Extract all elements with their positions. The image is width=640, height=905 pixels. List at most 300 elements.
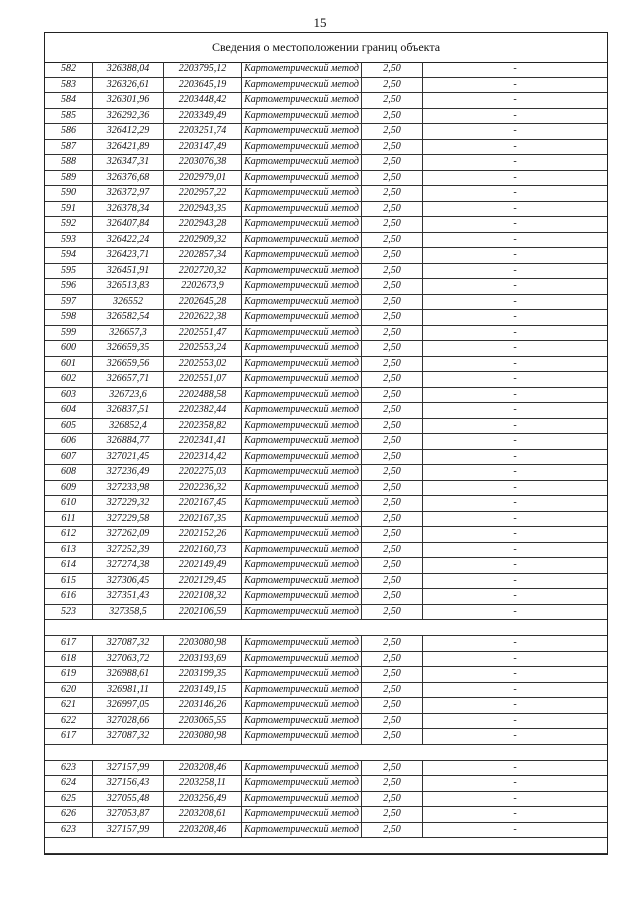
- accuracy-cell: 2,50: [362, 233, 423, 248]
- point-number-cell: 626: [45, 807, 93, 822]
- y-coordinate-cell: 2202358,82: [164, 419, 242, 434]
- note-cell: -: [513, 730, 517, 741]
- x-coordinate-cell: 327229,58: [93, 512, 164, 527]
- note-cell: -: [513, 280, 517, 291]
- table-row: [45, 372, 607, 388]
- accuracy-cell: 2,50: [362, 652, 423, 667]
- x-coordinate-cell: 326372,97: [93, 186, 164, 201]
- note-cell: -: [513, 683, 517, 695]
- note-cell: -: [513, 357, 517, 369]
- point-number-cell: 592: [45, 217, 93, 232]
- table-row: [45, 217, 607, 233]
- x-coordinate-cell: 326852,4: [93, 419, 164, 434]
- note-cell: -: [513, 823, 517, 835]
- accuracy-cell: 2,50: [362, 62, 423, 77]
- x-coordinate-cell: 326301,96: [93, 93, 164, 108]
- point-number-cell: 618: [45, 652, 93, 667]
- method-cell: Картометрический метод: [242, 807, 362, 822]
- method-cell: Картометрический метод: [242, 574, 362, 589]
- method-cell: Картометрический метод: [242, 729, 362, 744]
- y-coordinate-cell: 2203795,12: [164, 62, 242, 77]
- x-coordinate-cell: 326376,68: [93, 171, 164, 186]
- point-number-cell: 625: [45, 792, 93, 807]
- x-coordinate-cell: 326884,77: [93, 434, 164, 449]
- note-cell: -: [513, 419, 517, 431]
- table-row: [45, 248, 607, 264]
- point-number-cell: 586: [45, 124, 93, 139]
- x-coordinate-cell: 327252,39: [93, 543, 164, 558]
- point-number-cell: 599: [45, 326, 93, 341]
- note-cell: -: [513, 450, 517, 462]
- method-cell: Картометрический метод: [242, 326, 362, 341]
- table-row: [45, 823, 607, 839]
- note-cell: -: [513, 156, 517, 167]
- accuracy-cell: 2,50: [362, 667, 423, 682]
- note-cell: -: [513, 94, 517, 105]
- table-row: [45, 62, 607, 78]
- y-coordinate-cell: 2202553,02: [164, 357, 242, 372]
- method-cell: Картометрический метод: [242, 124, 362, 139]
- y-coordinate-cell: 2202622,38: [164, 310, 242, 325]
- method-cell: Картометрический метод: [242, 512, 362, 527]
- point-number-cell: 623: [45, 761, 93, 776]
- table-row: [45, 558, 607, 574]
- y-coordinate-cell: 2202314,42: [164, 450, 242, 465]
- accuracy-cell: 2,50: [362, 357, 423, 372]
- point-number-cell: 617: [45, 636, 93, 651]
- point-number-cell: 604: [45, 403, 93, 418]
- point-number-cell: 620: [45, 683, 93, 698]
- x-coordinate-cell: 326997,05: [93, 698, 164, 713]
- method-cell: Картометрический метод: [242, 186, 362, 201]
- point-number-cell: 585: [45, 109, 93, 124]
- x-coordinate-cell: 327157,99: [93, 761, 164, 776]
- accuracy-cell: 2,50: [362, 78, 423, 93]
- x-coordinate-cell: 326723,6: [93, 388, 164, 403]
- x-coordinate-cell: 326326,61: [93, 78, 164, 93]
- method-cell: Картометрический метод: [242, 419, 362, 434]
- y-coordinate-cell: 2202160,73: [164, 543, 242, 558]
- x-coordinate-cell: 326659,35: [93, 341, 164, 356]
- point-number-cell: 623: [45, 823, 93, 838]
- point-number-cell: 621: [45, 698, 93, 713]
- point-number-cell: 583: [45, 78, 93, 93]
- table-row: [45, 155, 607, 171]
- x-coordinate-cell: 327262,09: [93, 527, 164, 542]
- y-coordinate-cell: 2203193,69: [164, 652, 242, 667]
- y-coordinate-cell: 2203076,38: [164, 155, 242, 170]
- method-cell: Картометрический метод: [242, 217, 362, 232]
- note-cell: -: [513, 249, 517, 260]
- table-row: [45, 124, 607, 140]
- point-number-cell: 523: [45, 605, 93, 620]
- note-cell: -: [513, 218, 517, 229]
- note-cell: -: [513, 574, 517, 586]
- note-cell: -: [513, 295, 517, 307]
- x-coordinate-cell: 326582,54: [93, 310, 164, 325]
- x-coordinate-cell: 327236,49: [93, 465, 164, 480]
- y-coordinate-cell: 2202720,32: [164, 264, 242, 279]
- accuracy-cell: 2,50: [362, 481, 423, 496]
- accuracy-cell: 2,50: [362, 589, 423, 604]
- table-row: [45, 807, 607, 823]
- note-cell: -: [513, 792, 517, 804]
- table-row: [45, 341, 607, 357]
- y-coordinate-cell: 2203349,49: [164, 109, 242, 124]
- group-separator-row: [45, 838, 607, 854]
- y-coordinate-cell: 2203645,19: [164, 78, 242, 93]
- method-cell: Картометрический метод: [242, 714, 362, 729]
- method-cell: Картометрический метод: [242, 171, 362, 186]
- accuracy-cell: 2,50: [362, 93, 423, 108]
- method-cell: Картометрический метод: [242, 636, 362, 651]
- x-coordinate-cell: 326407,84: [93, 217, 164, 232]
- note-cell: -: [513, 699, 517, 710]
- y-coordinate-cell: 2202152,26: [164, 527, 242, 542]
- y-coordinate-cell: 2202106,59: [164, 605, 242, 620]
- point-number-cell: 598: [45, 310, 93, 325]
- table-row: [45, 186, 607, 202]
- y-coordinate-cell: 2202167,45: [164, 496, 242, 511]
- accuracy-cell: 2,50: [362, 714, 423, 729]
- method-cell: Картометрический метод: [242, 450, 362, 465]
- y-coordinate-cell: 2202382,44: [164, 403, 242, 418]
- y-coordinate-cell: 2203080,98: [164, 729, 242, 744]
- table-row: [45, 403, 607, 419]
- group-separator-row: [45, 745, 607, 761]
- x-coordinate-cell: 327087,32: [93, 729, 164, 744]
- x-coordinate-cell: 326378,34: [93, 202, 164, 217]
- note-cell: -: [513, 109, 517, 121]
- method-cell: Картометрический метод: [242, 698, 362, 713]
- table-row: [45, 683, 607, 699]
- method-cell: Картометрический метод: [242, 434, 362, 449]
- accuracy-cell: 2,50: [362, 388, 423, 403]
- y-coordinate-cell: 2202108,32: [164, 589, 242, 604]
- method-cell: Картометрический метод: [242, 341, 362, 356]
- point-number-cell: 601: [45, 357, 93, 372]
- point-number-cell: 616: [45, 589, 93, 604]
- table-row: [45, 202, 607, 218]
- accuracy-cell: 2,50: [362, 372, 423, 387]
- x-coordinate-cell: 327229,32: [93, 496, 164, 511]
- table-row: [45, 171, 607, 187]
- y-coordinate-cell: 2203256,49: [164, 792, 242, 807]
- table-row: [45, 295, 607, 311]
- accuracy-cell: 2,50: [362, 419, 423, 434]
- x-coordinate-cell: 326988,61: [93, 667, 164, 682]
- accuracy-cell: 2,50: [362, 202, 423, 217]
- accuracy-cell: 2,50: [362, 295, 423, 310]
- note-cell: -: [513, 590, 517, 601]
- group-separator-row: [45, 620, 607, 636]
- method-cell: Картометрический метод: [242, 403, 362, 418]
- point-number-cell: 606: [45, 434, 93, 449]
- y-coordinate-cell: 2202341,41: [164, 434, 242, 449]
- table-row: [45, 140, 607, 156]
- point-number-cell: 596: [45, 279, 93, 294]
- x-coordinate-cell: 327274,38: [93, 558, 164, 573]
- method-cell: Картометрический метод: [242, 78, 362, 93]
- table-row: [45, 776, 607, 792]
- table-row: [45, 434, 607, 450]
- table-row: [45, 636, 607, 652]
- y-coordinate-cell: 2203208,46: [164, 761, 242, 776]
- boundary-table: [44, 32, 608, 855]
- table-row: [45, 652, 607, 668]
- table-row: [45, 761, 607, 777]
- x-coordinate-cell: 326981,11: [93, 683, 164, 698]
- note-cell: -: [513, 311, 517, 322]
- method-cell: Картометрический метод: [242, 248, 362, 263]
- y-coordinate-cell: 2203149,15: [164, 683, 242, 698]
- y-coordinate-cell: 2202149,49: [164, 558, 242, 573]
- table-row: [45, 465, 607, 481]
- note-cell: -: [513, 78, 517, 90]
- accuracy-cell: 2,50: [362, 264, 423, 279]
- x-coordinate-cell: 327063,72: [93, 652, 164, 667]
- accuracy-cell: 2,50: [362, 574, 423, 589]
- table-row: [45, 543, 607, 559]
- table-row: [45, 233, 607, 249]
- y-coordinate-cell: 2202979,01: [164, 171, 242, 186]
- x-coordinate-cell: 326513,83: [93, 279, 164, 294]
- point-number-cell: 605: [45, 419, 93, 434]
- y-coordinate-cell: 2202488,58: [164, 388, 242, 403]
- method-cell: Картометрический метод: [242, 372, 362, 387]
- point-number-cell: 594: [45, 248, 93, 263]
- method-cell: Картометрический метод: [242, 761, 362, 776]
- accuracy-cell: 2,50: [362, 434, 423, 449]
- method-cell: Картометрический метод: [242, 652, 362, 667]
- method-cell: Картометрический метод: [242, 527, 362, 542]
- y-coordinate-cell: 2202551,07: [164, 372, 242, 387]
- y-coordinate-cell: 2202275,03: [164, 465, 242, 480]
- accuracy-cell: 2,50: [362, 807, 423, 822]
- y-coordinate-cell: 2202167,35: [164, 512, 242, 527]
- y-coordinate-cell: 2202236,32: [164, 481, 242, 496]
- method-cell: Картометрический метод: [242, 589, 362, 604]
- x-coordinate-cell: 326552: [93, 295, 164, 310]
- accuracy-cell: 2,50: [362, 792, 423, 807]
- accuracy-cell: 2,50: [362, 217, 423, 232]
- note-cell: -: [513, 668, 517, 679]
- table-row: [45, 792, 607, 808]
- y-coordinate-cell: 2203251,74: [164, 124, 242, 139]
- x-coordinate-cell: 327351,43: [93, 589, 164, 604]
- accuracy-cell: 2,50: [362, 496, 423, 511]
- x-coordinate-cell: 327156,43: [93, 776, 164, 791]
- x-coordinate-cell: 326423,71: [93, 248, 164, 263]
- table-row: [45, 698, 607, 714]
- method-cell: Картометрический метод: [242, 683, 362, 698]
- accuracy-cell: 2,50: [362, 605, 423, 620]
- note-cell: -: [513, 233, 517, 245]
- note-cell: -: [513, 714, 517, 726]
- note-cell: -: [513, 808, 517, 819]
- note-cell: -: [513, 140, 517, 152]
- accuracy-cell: 2,50: [362, 761, 423, 776]
- x-coordinate-cell: 327055,48: [93, 792, 164, 807]
- page-number: 15: [313, 15, 327, 30]
- accuracy-cell: 2,50: [362, 326, 423, 341]
- x-coordinate-cell: 327233,98: [93, 481, 164, 496]
- point-number-cell: 597: [45, 295, 93, 310]
- note-cell: -: [513, 559, 517, 570]
- point-number-cell: 614: [45, 558, 93, 573]
- table-row: [45, 388, 607, 404]
- x-coordinate-cell: 326451,91: [93, 264, 164, 279]
- note-cell: -: [513, 512, 517, 524]
- table-row: [45, 419, 607, 435]
- y-coordinate-cell: 2202553,24: [164, 341, 242, 356]
- accuracy-cell: 2,50: [362, 636, 423, 651]
- table-row: [45, 589, 607, 605]
- y-coordinate-cell: 2203080,98: [164, 636, 242, 651]
- accuracy-cell: 2,50: [362, 248, 423, 263]
- accuracy-cell: 2,50: [362, 124, 423, 139]
- note-cell: -: [513, 264, 517, 276]
- method-cell: Картометрический метод: [242, 62, 362, 77]
- point-number-cell: 603: [45, 388, 93, 403]
- point-number-cell: 600: [45, 341, 93, 356]
- method-cell: Картометрический метод: [242, 109, 362, 124]
- y-coordinate-cell: 2202943,35: [164, 202, 242, 217]
- method-cell: Картометрический метод: [242, 140, 362, 155]
- method-cell: Картометрический метод: [242, 202, 362, 217]
- x-coordinate-cell: 326837,51: [93, 403, 164, 418]
- accuracy-cell: 2,50: [362, 698, 423, 713]
- note-cell: -: [513, 63, 517, 74]
- method-cell: Картометрический метод: [242, 465, 362, 480]
- note-cell: -: [513, 373, 517, 384]
- note-cell: -: [513, 171, 517, 183]
- accuracy-cell: 2,50: [362, 543, 423, 558]
- x-coordinate-cell: 326347,31: [93, 155, 164, 170]
- note-cell: -: [513, 481, 517, 493]
- note-cell: -: [513, 761, 517, 773]
- method-cell: Картометрический метод: [242, 481, 362, 496]
- method-cell: Картометрический метод: [242, 233, 362, 248]
- method-cell: Картометрический метод: [242, 295, 362, 310]
- note-cell: -: [513, 637, 517, 648]
- table-row: [45, 264, 607, 280]
- point-number-cell: 612: [45, 527, 93, 542]
- table-row: [45, 357, 607, 373]
- table-row: [45, 279, 607, 295]
- method-cell: Картометрический метод: [242, 264, 362, 279]
- method-cell: Картометрический метод: [242, 279, 362, 294]
- note-cell: -: [513, 326, 517, 338]
- note-cell: -: [513, 543, 517, 555]
- x-coordinate-cell: 327358,5: [93, 605, 164, 620]
- note-cell: -: [513, 777, 517, 788]
- accuracy-cell: 2,50: [362, 729, 423, 744]
- table-row: [45, 326, 607, 342]
- point-number-cell: 609: [45, 481, 93, 496]
- y-coordinate-cell: 2202551,47: [164, 326, 242, 341]
- point-number-cell: 595: [45, 264, 93, 279]
- x-coordinate-cell: 326388,04: [93, 62, 164, 77]
- note-cell: -: [513, 342, 517, 353]
- x-coordinate-cell: 326412,29: [93, 124, 164, 139]
- accuracy-cell: 2,50: [362, 823, 423, 838]
- method-cell: Картометрический метод: [242, 792, 362, 807]
- accuracy-cell: 2,50: [362, 186, 423, 201]
- point-number-cell: 608: [45, 465, 93, 480]
- accuracy-cell: 2,50: [362, 776, 423, 791]
- table-row: [45, 512, 607, 528]
- x-coordinate-cell: 327157,99: [93, 823, 164, 838]
- x-coordinate-cell: 326657,3: [93, 326, 164, 341]
- accuracy-cell: 2,50: [362, 109, 423, 124]
- table-row: [45, 714, 607, 730]
- table-row: [45, 481, 607, 497]
- accuracy-cell: 2,50: [362, 450, 423, 465]
- note-cell: -: [513, 652, 517, 664]
- x-coordinate-cell: 327087,32: [93, 636, 164, 651]
- x-coordinate-cell: 326422,24: [93, 233, 164, 248]
- point-number-cell: 607: [45, 450, 93, 465]
- method-cell: Картометрический метод: [242, 823, 362, 838]
- x-coordinate-cell: 326659,56: [93, 357, 164, 372]
- y-coordinate-cell: 2203208,61: [164, 807, 242, 822]
- y-coordinate-cell: 2203146,26: [164, 698, 242, 713]
- point-number-cell: 590: [45, 186, 93, 201]
- y-coordinate-cell: 2203448,42: [164, 93, 242, 108]
- method-cell: Картометрический метод: [242, 543, 362, 558]
- point-number-cell: 613: [45, 543, 93, 558]
- note-cell: -: [513, 404, 517, 415]
- table-row: [45, 450, 607, 466]
- point-number-cell: 591: [45, 202, 93, 217]
- y-coordinate-cell: 2202943,28: [164, 217, 242, 232]
- x-coordinate-cell: 326657,71: [93, 372, 164, 387]
- x-coordinate-cell: 327028,66: [93, 714, 164, 729]
- point-number-cell: 588: [45, 155, 93, 170]
- point-number-cell: 587: [45, 140, 93, 155]
- table-row: [45, 574, 607, 590]
- accuracy-cell: 2,50: [362, 140, 423, 155]
- note-cell: -: [513, 187, 517, 198]
- x-coordinate-cell: 326421,89: [93, 140, 164, 155]
- y-coordinate-cell: 2202857,34: [164, 248, 242, 263]
- y-coordinate-cell: 2202129,45: [164, 574, 242, 589]
- table-body: [45, 62, 607, 854]
- note-cell: -: [513, 497, 517, 508]
- table-row: [45, 667, 607, 683]
- y-coordinate-cell: 2203199,35: [164, 667, 242, 682]
- note-cell: -: [513, 435, 517, 446]
- method-cell: Картометрический метод: [242, 388, 362, 403]
- point-number-cell: 610: [45, 496, 93, 511]
- note-cell: -: [513, 605, 517, 617]
- point-number-cell: 589: [45, 171, 93, 186]
- table-row: [45, 605, 607, 621]
- y-coordinate-cell: 2203258,11: [164, 776, 242, 791]
- note-cell: -: [513, 125, 517, 136]
- method-cell: Картометрический метод: [242, 558, 362, 573]
- point-number-cell: 624: [45, 776, 93, 791]
- table-row: [45, 78, 607, 94]
- y-coordinate-cell: 2202957,22: [164, 186, 242, 201]
- accuracy-cell: 2,50: [362, 403, 423, 418]
- accuracy-cell: 2,50: [362, 279, 423, 294]
- method-cell: Картометрический метод: [242, 667, 362, 682]
- point-number-cell: 602: [45, 372, 93, 387]
- y-coordinate-cell: 2202909,32: [164, 233, 242, 248]
- accuracy-cell: 2,50: [362, 558, 423, 573]
